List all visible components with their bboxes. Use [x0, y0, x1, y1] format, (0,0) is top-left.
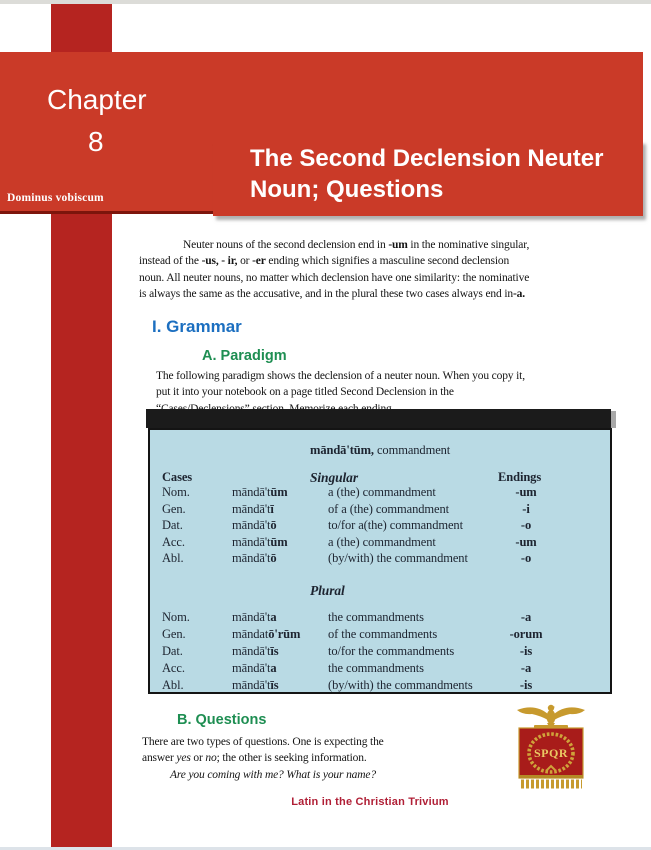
lesson-title	[250, 143, 640, 205]
latin-cell	[232, 627, 300, 642]
table-row	[150, 502, 610, 518]
table-top-black-bar	[146, 409, 611, 428]
text-run: in the nominative singular,	[407, 239, 530, 251]
text-run-italic: no	[205, 752, 217, 765]
text-run: or	[237, 255, 253, 268]
chapter-number: 8	[88, 126, 104, 157]
latin-ending: ō	[270, 551, 277, 565]
chapter-motto: Dominus vobiscum	[7, 192, 104, 204]
text-run: ; the other is seeking information.	[216, 752, 367, 765]
questions-line-3	[142, 767, 472, 783]
table-row	[150, 551, 610, 567]
text-run-bold: -um	[388, 239, 408, 251]
ending-cell: -o	[520, 518, 532, 532]
eagle-icon	[517, 705, 585, 730]
plural-section-label: Plural	[310, 583, 345, 598]
questions-line-1: There are two types of questions. One is expecting the	[142, 736, 384, 748]
latin-stem: māndā't	[232, 551, 271, 565]
ending-cell: -is	[519, 644, 533, 658]
case-cell: Nom.	[162, 485, 190, 499]
case-cell: Dat.	[162, 518, 183, 532]
ending-cell: -um	[515, 535, 537, 549]
latin-ending: ī	[270, 502, 274, 516]
gloss-cell: (by/with) the commandments	[328, 678, 473, 692]
latin-stem: māndā't	[232, 518, 271, 532]
latin-ending: īs	[270, 678, 279, 692]
gloss-cell: of a (the) commandment	[328, 502, 450, 516]
text-run: instead of the	[139, 255, 202, 268]
text-run: or	[190, 752, 206, 765]
case-cell: Gen.	[162, 627, 186, 641]
ending-cell: -is	[519, 678, 533, 692]
latin-ending: ō'rūm	[268, 627, 301, 641]
case-cell: Abl.	[162, 551, 184, 565]
latin-stem: māndā't	[232, 644, 271, 658]
latin-stem: māndā't	[232, 535, 271, 549]
intro-line-1	[139, 237, 569, 253]
table-row	[150, 678, 610, 694]
latin-cell	[232, 644, 279, 659]
latin-ending: īs	[270, 644, 279, 658]
text-run: answer	[142, 752, 177, 765]
latin-stem: māndat	[232, 627, 269, 641]
text-run: is always the same as the accusative, and in the plural these two cases always end in	[139, 287, 513, 300]
table-row	[150, 661, 610, 677]
text-run-italic: yes	[176, 752, 191, 765]
text-run-bold: -a.	[512, 287, 525, 300]
latin-cell	[232, 502, 274, 517]
table-caption-gloss: commandment	[373, 443, 451, 457]
intro-line-3: noun. All neuter nouns, no matter which declension have one similarity: the nominative	[139, 271, 530, 284]
gloss-cell: a (the) commandment	[328, 535, 436, 549]
intro-line-4	[139, 286, 569, 302]
intro-line-2	[139, 253, 569, 269]
ending-cell: -a	[520, 610, 532, 624]
gloss-cell: (by/with) the commandment	[328, 551, 468, 565]
text-run-bold: -us, - ir,	[201, 255, 238, 268]
ending-cell: -o	[520, 551, 532, 565]
table-row	[150, 535, 610, 551]
latin-ending: ūm	[270, 535, 288, 549]
case-cell: Abl.	[162, 678, 184, 692]
paradigm-line-1: The following paradigm shows the declension of a neuter noun. When you copy it,	[156, 370, 525, 382]
latin-stem: māndā't	[232, 661, 271, 675]
questions-paragraph	[142, 734, 472, 783]
latin-cell	[232, 661, 277, 676]
column-header-cases: Cases	[162, 470, 193, 484]
column-header-endings: Endings	[498, 470, 542, 484]
gloss-cell: of the commandments	[328, 627, 438, 641]
table-caption-latin: māndā'tūm,	[310, 443, 374, 457]
book-footer-title: Latin in the Christian Trivium	[291, 796, 449, 808]
column-header-singular: Singular	[310, 470, 358, 485]
paradigm-heading: A. Paradigm	[202, 348, 287, 364]
case-cell: Acc.	[162, 535, 185, 549]
text-run-bold: -er	[252, 255, 266, 268]
ending-cell: -um	[515, 485, 537, 499]
latin-cell	[232, 610, 277, 625]
table-top-bar-shadow	[611, 411, 616, 428]
case-cell: Gen.	[162, 502, 186, 516]
latin-ending: a	[270, 610, 277, 624]
gloss-cell: the commandments	[328, 610, 424, 624]
table-row	[150, 644, 610, 660]
banner-hem	[519, 775, 583, 779]
chapter-label: Chapter	[47, 84, 147, 115]
case-cell: Dat.	[162, 644, 183, 658]
latin-cell	[232, 518, 277, 533]
latin-ending: ūm	[270, 485, 288, 499]
text-run: Neuter nouns of the second declension end in	[183, 239, 389, 251]
latin-cell	[232, 485, 288, 500]
lesson-title-line2: Noun; Questions	[250, 176, 444, 203]
declension-paradigm-table	[148, 428, 612, 694]
table-caption	[310, 443, 450, 458]
latin-stem: māndā't	[232, 678, 271, 692]
latin-cell	[232, 551, 277, 566]
questions-line-2	[142, 750, 472, 766]
table-row	[150, 610, 610, 626]
questions-heading: B. Questions	[177, 712, 267, 728]
latin-ending: a	[270, 661, 277, 675]
case-cell: Acc.	[162, 661, 185, 675]
text-run-italic: Are you coming with me? What is your name?	[170, 768, 376, 781]
latin-ending: ō	[270, 518, 277, 532]
latin-stem: māndā't	[232, 485, 271, 499]
latin-stem: māndā't	[232, 502, 271, 516]
table-row	[150, 518, 610, 534]
gloss-cell: the commandments	[328, 661, 424, 675]
intro-paragraph	[139, 237, 569, 302]
latin-cell	[232, 535, 288, 550]
ending-cell: -i	[522, 502, 530, 516]
table-row	[150, 627, 610, 643]
gloss-cell: to/for a(the) commandment	[328, 518, 463, 532]
table-row	[150, 485, 610, 501]
spqr-emblem	[512, 700, 590, 796]
text-run: ending which signifies a masculine second declension	[265, 255, 510, 268]
latin-stem: māndā't	[232, 610, 271, 624]
spqr-emblem-graphic	[512, 700, 590, 796]
case-cell: Nom.	[162, 610, 190, 624]
grammar-heading: I. Grammar	[152, 317, 242, 336]
spqr-text: SPQR	[533, 746, 569, 760]
gloss-cell: a (the) commandment	[328, 485, 436, 499]
gloss-cell: to/for the commandments	[328, 644, 455, 658]
ending-cell: -a	[520, 661, 532, 675]
latin-cell	[232, 678, 279, 693]
lesson-title-line1: The Second Declension Neuter	[250, 145, 604, 172]
paradigm-line-2: put it into your notebook on a page titled Second Declension in the	[156, 386, 454, 399]
ending-cell: -orum	[509, 627, 543, 641]
